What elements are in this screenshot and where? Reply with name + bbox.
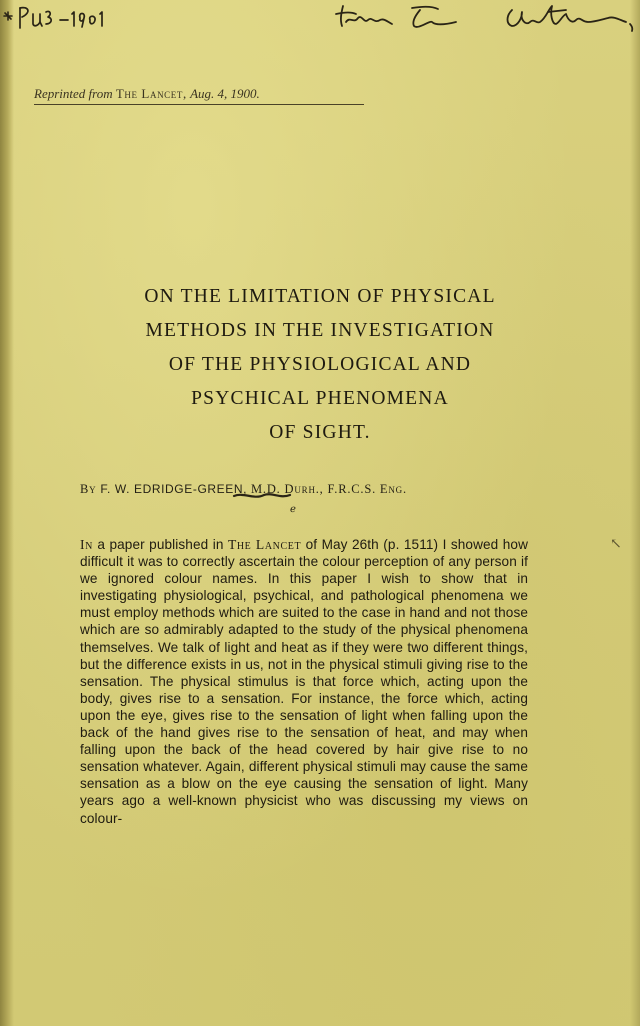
byline-by: By: [80, 482, 97, 496]
body-journal-name: The Lancet: [227, 537, 302, 552]
body-text-1: a paper published in: [92, 537, 228, 552]
handwritten-annotations: [0, 0, 640, 50]
pencil-tick-mark: ℯ: [290, 504, 296, 515]
article-title: [40, 280, 600, 450]
signature-scrawl: [336, 6, 632, 31]
margin-arrow-mark: ↖: [610, 537, 622, 552]
title-line-5: OF SIGHT.: [269, 422, 371, 443]
page-right-edge: [630, 0, 640, 1026]
catalogue-note: [20, 8, 102, 28]
reprint-notice: [34, 86, 260, 102]
body-text-2: of May 26th (p. 1511) I showed how difficult it was to correctly ascertain the colour perception of any person if we ignored colour names. In this paper I wish to show that in investigating physiological, psychical, and pathological phenomena we must employ methods which are suited to the case in hand and not those which are so admirably adapted to the study of the physical phenomena themselves. We talk of light and heat as if they were two different things, but the difference exists in us, not in the physical stimuli giving rise to the sensation. The physical stimulus is that force which, acting upon the body, gives rise to a sensation. For instance, the force which, acting upon the eye, gives rise to the sensation of light when falling upon the back of the hand gives rise to the sensation of heat, and may when falling upon the back of the head covered by hair give rise to no sensation whatever. Again, different physical stimuli may cause the same sensation as a blow on the eye causing the sensation of light. Many years ago a well-known physicist who was discussing my views on colour-: [80, 537, 528, 826]
title-line-4: PSYCHICAL PHENOMENA: [191, 388, 449, 409]
author-name: F. W. EDRIDGE-GREEN,: [100, 482, 248, 496]
author-degrees: M.D. Durh., F.R.C.S. Eng.: [251, 482, 407, 496]
title-line-3: OF THE PHYSIOLOGICAL AND: [168, 354, 472, 375]
page-binding-edge: [0, 0, 14, 1026]
reprint-date: Aug. 4, 1900.: [190, 86, 260, 101]
reprint-journal: The Lancet,: [115, 86, 187, 101]
title-line-2: METHODS IN THE INVESTIGATION: [145, 320, 495, 341]
article-body: [80, 536, 528, 827]
title-line-1: ON THE LIMITATION OF PHYSICAL: [144, 286, 496, 307]
reprint-underline: [34, 104, 364, 105]
asterisk-mark: [4, 12, 12, 20]
reprint-prefix: Reprinted from: [34, 86, 113, 101]
underline-scribble: [232, 490, 292, 504]
opening-word: In: [80, 537, 93, 552]
